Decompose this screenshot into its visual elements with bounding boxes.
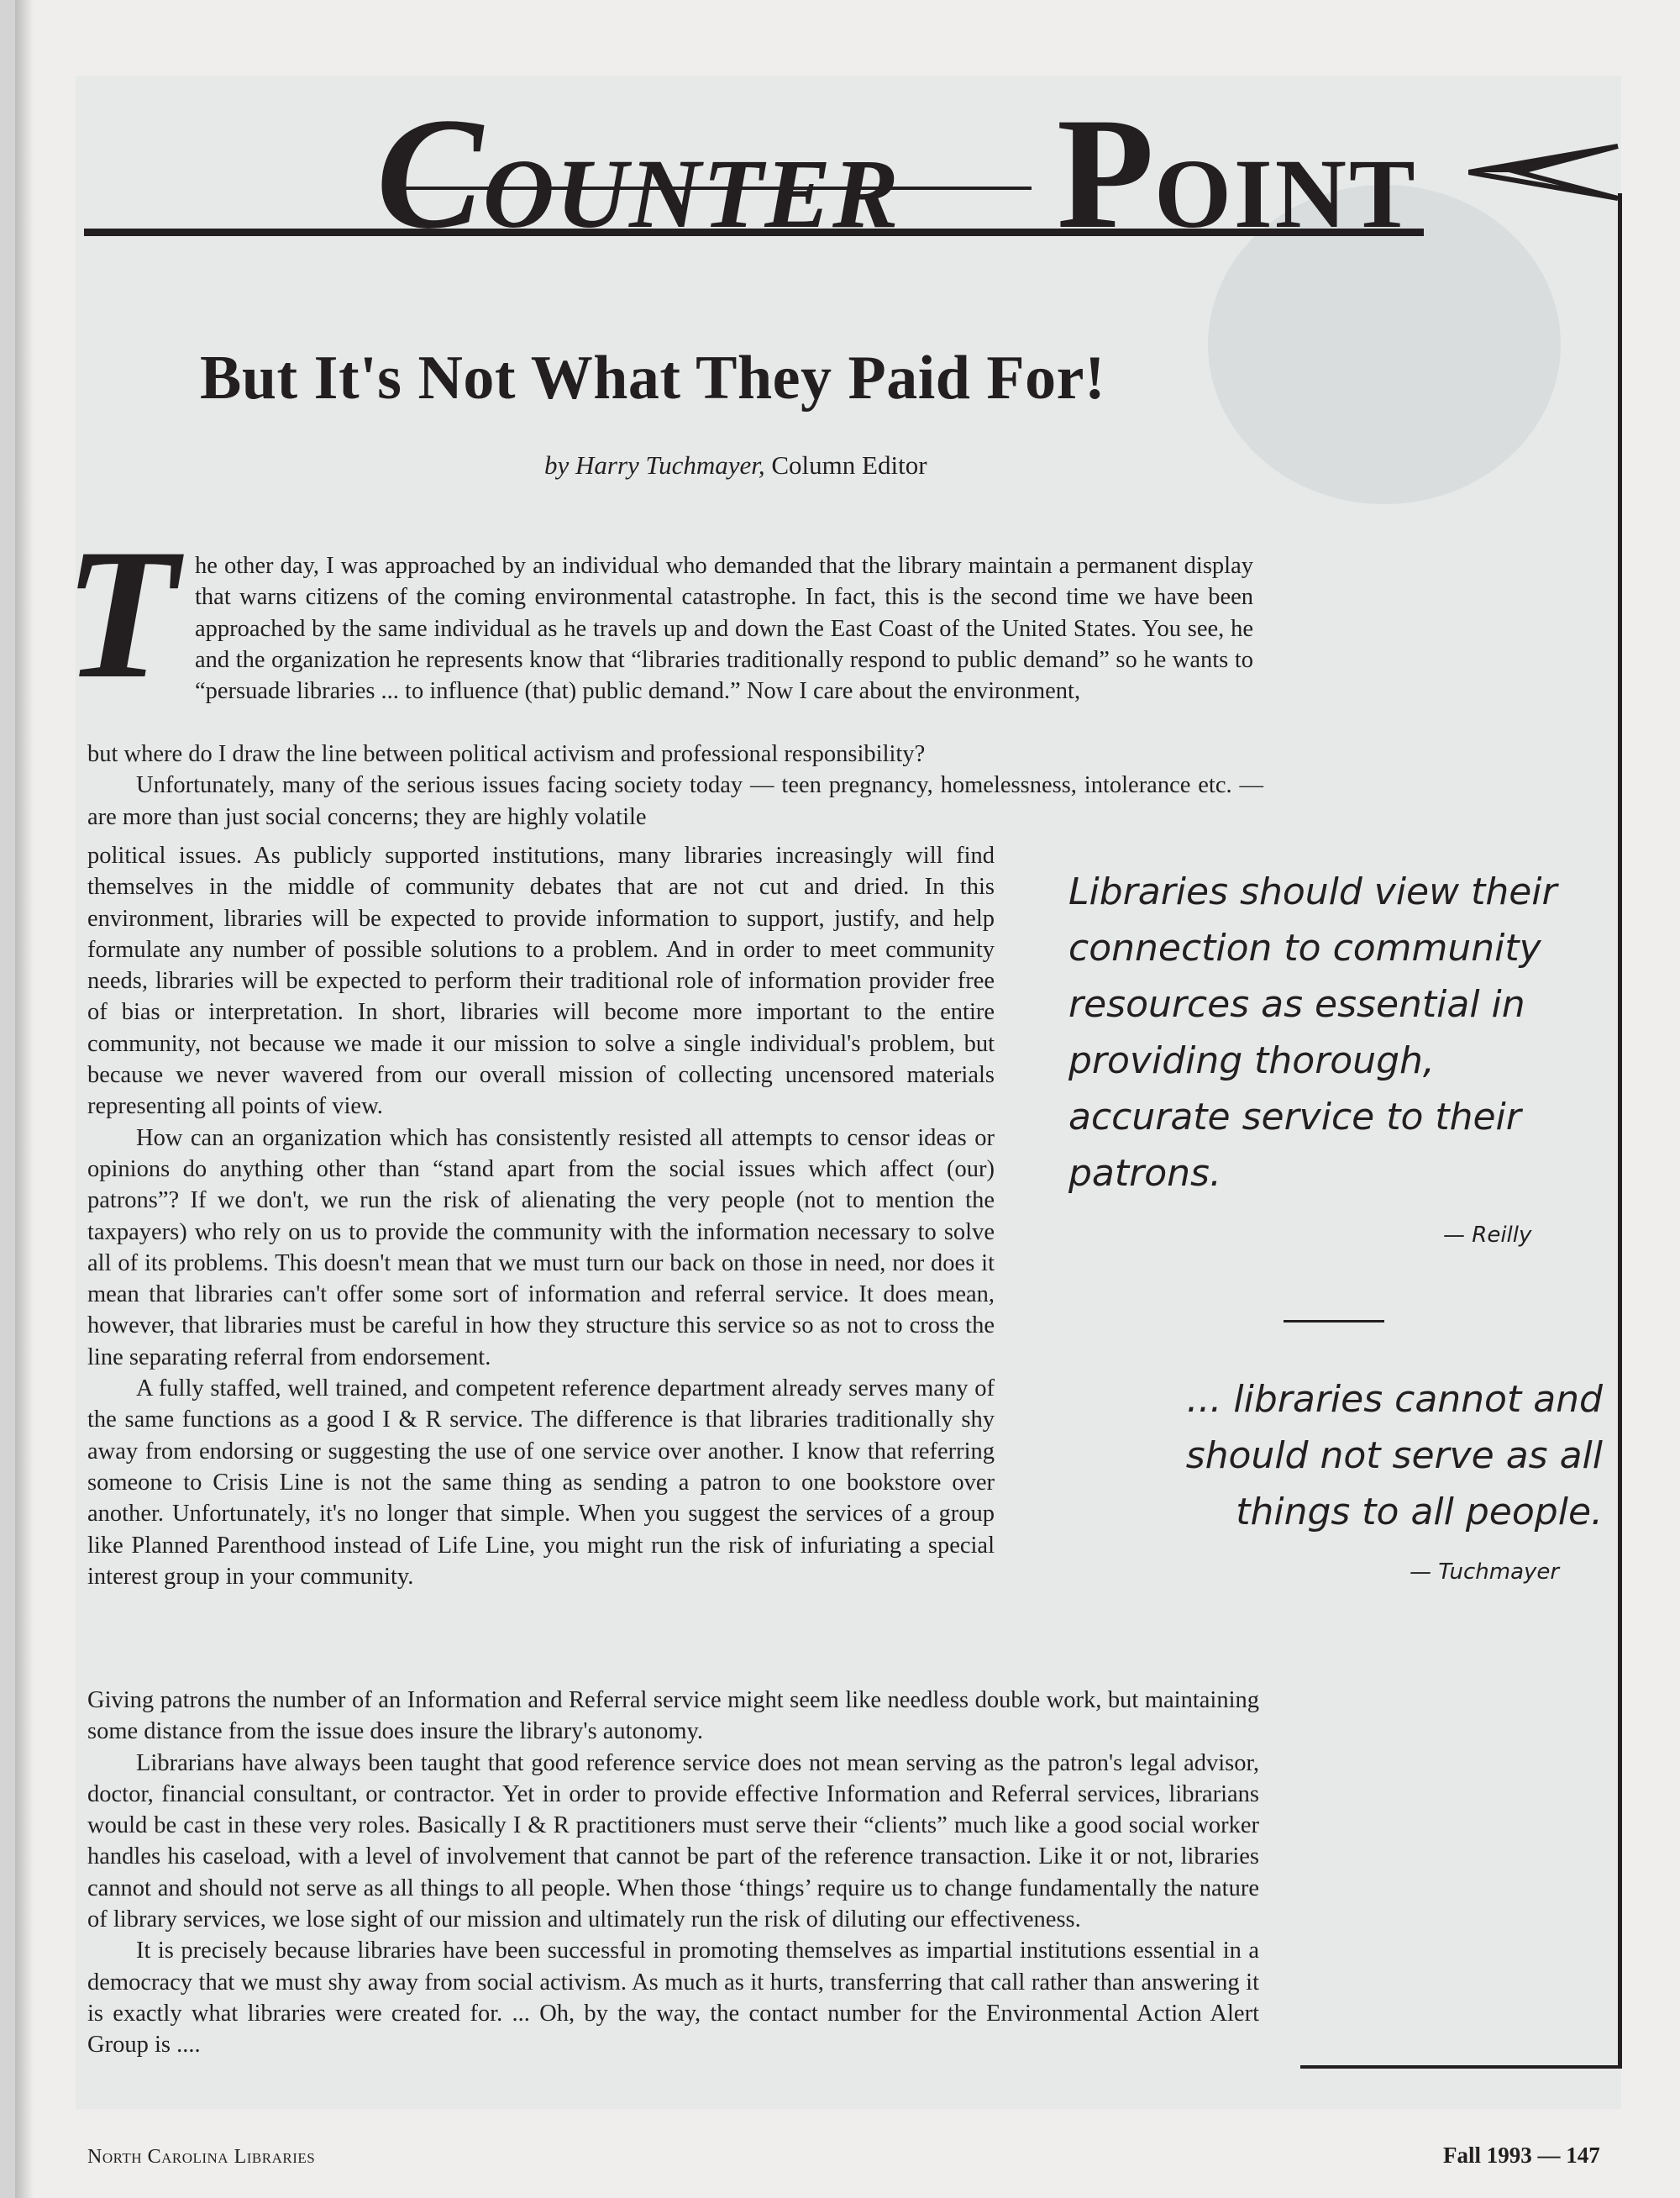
footer-issue-page: Fall 1993 — 147 (1443, 2143, 1600, 2168)
body-column-narrow (87, 840, 995, 1592)
body-column-wide (87, 1685, 1259, 2061)
paragraph-6: It is precisely because libraries have been successful in promoting themselves as impartial institutions essential in a democracy that we must shy away from social activism. As much as it hurts, transferring that call rather than answering it is exactly what libraries were created for. ... Oh, by the way, the contact number for the Environmental Action Alert Group is .... (87, 1938, 1259, 2059)
paragraph-2: political issues. As publicly supported institutions, many libraries increasingly will find themselves in the middle of community debates that are not cut and dried. In this environment, libraries will be expected to provide information to support, justify, and help formulate any number of possible solutions to a problem. And in order to meet community needs, libraries will be expected to perform their traditional role of information provider free of bias or interpretation. In short, libraries will become more important to the entire community, not because we made it our mission to solve a single individual's problem, but because we never wavered from our overall mission of collecting uncensored materials representing all points of view. (87, 843, 995, 1120)
frame-rule-bottom (1300, 2065, 1622, 2069)
article-headline: But It's Not What They Paid For! (200, 344, 1106, 413)
lead-paragraph: he other day, I was approached by an individual who demanded that the library maintain a permanent display that warns citizens of the coming environmental catastrophe. In fact, this is the second time we have been approached by the same individual as he travels up and down the East Coast of the United States. You see, he and the organization he represents know that “libraries traditionally respond to public demand” so he wants to “persuade libraries ... to influence (that) public demand.” Now I care about the environment, (195, 553, 1253, 705)
pull-quote-attribution-tuchmayer: — Tuchmayer (1410, 1559, 1560, 1585)
byline: by Harry Tuchmayer, Column Editor (544, 450, 927, 480)
arrow-pointer-icon (1468, 143, 1620, 202)
paragraph-5: Librarians have always been taught that good reference service does not mean serving as the patron's legal advisor, doctor, financial consultant, or contractor. Yet in order to provide effective Information and Referral services, librarians would be cast in these very roles. Basically I & R practitioners must serve their “clients” much like a good social worker handles his caseload, with a level of involvement that cannot be part of the reference transaction. Like it or not, libraries cannot and should not serve as all things to all people. When those ‘things’ require us to change fundamentally the nature of library services, we lose sight of our mission and ultimately run the risk of diluting our effectiveness. (87, 1749, 1259, 1933)
paragraph-4: A fully staffed, well trained, and competent reference department already serves many of the same functions as a good I & R service. The difference is that libraries traditionally shy away from endorsing or suggesting the use of one service over another. I know that referring someone to Crisis Line is not the same thing as sending a patron to one bookstore over another. Unfortunately, it's no longer that simple. When you suggest the services of a group like Planned Parenthood instead of Life Line, you might run the risk of infuriating a special interest group in your community. (87, 1375, 995, 1590)
footer-publication: North Carolina Libraries (87, 2146, 316, 2168)
masthead-counter: COUNTER (376, 86, 900, 262)
pull-quote-divider (1284, 1320, 1384, 1322)
masthead-strike-line (393, 187, 1032, 190)
paragraph-3: How can an organization which has consistently resisted all attempts to censor ideas or opinions do anything other than “stand apart from the social issues which affect (our) patrons”? If we don't, we run the risk of alienating the very people (not to mention the taxpayers) who rely on us to provide the community with the information necessary to solve all of its problems. This doesn't mean that we must turn our back on those in need, nor does it mean that libraries can't offer some sort of information and referral service. It does mean, however, that libraries must be careful in how they structure this service so as not to cross the line separating referral from endorsement. (87, 1124, 995, 1370)
pull-quote-attribution-reilly: — Reilly (1443, 1223, 1532, 1248)
frame-rule-right (1618, 193, 1622, 2067)
lead-paragraph-end: but where do I draw the line between political activism and professional responsibility? Unfortunately, many of the serious issues facing society today — teen pregnancy, homelessness, intolerance etc. — are more than just social concerns; they are highly volatile (87, 741, 1263, 830)
masthead-point: POINT (1057, 86, 1418, 262)
paragraph-4-end: Giving patrons the number of an Information and Referral service might seem like needless double work, but maintaining some distance from the issue does insure the library's autonomy. (87, 1687, 1259, 1745)
drop-cap: T (64, 511, 178, 718)
masthead-rule (84, 229, 1424, 236)
pull-quote-reilly: Libraries should view their connection to community resources as essential in providing thorough, accurate service to their patrons. (1068, 870, 1557, 1195)
journal-page (15, 0, 1680, 2198)
pull-quote-tuchmayer: ... libraries cannot and should not serve as all things to all people. (1185, 1378, 1603, 1533)
